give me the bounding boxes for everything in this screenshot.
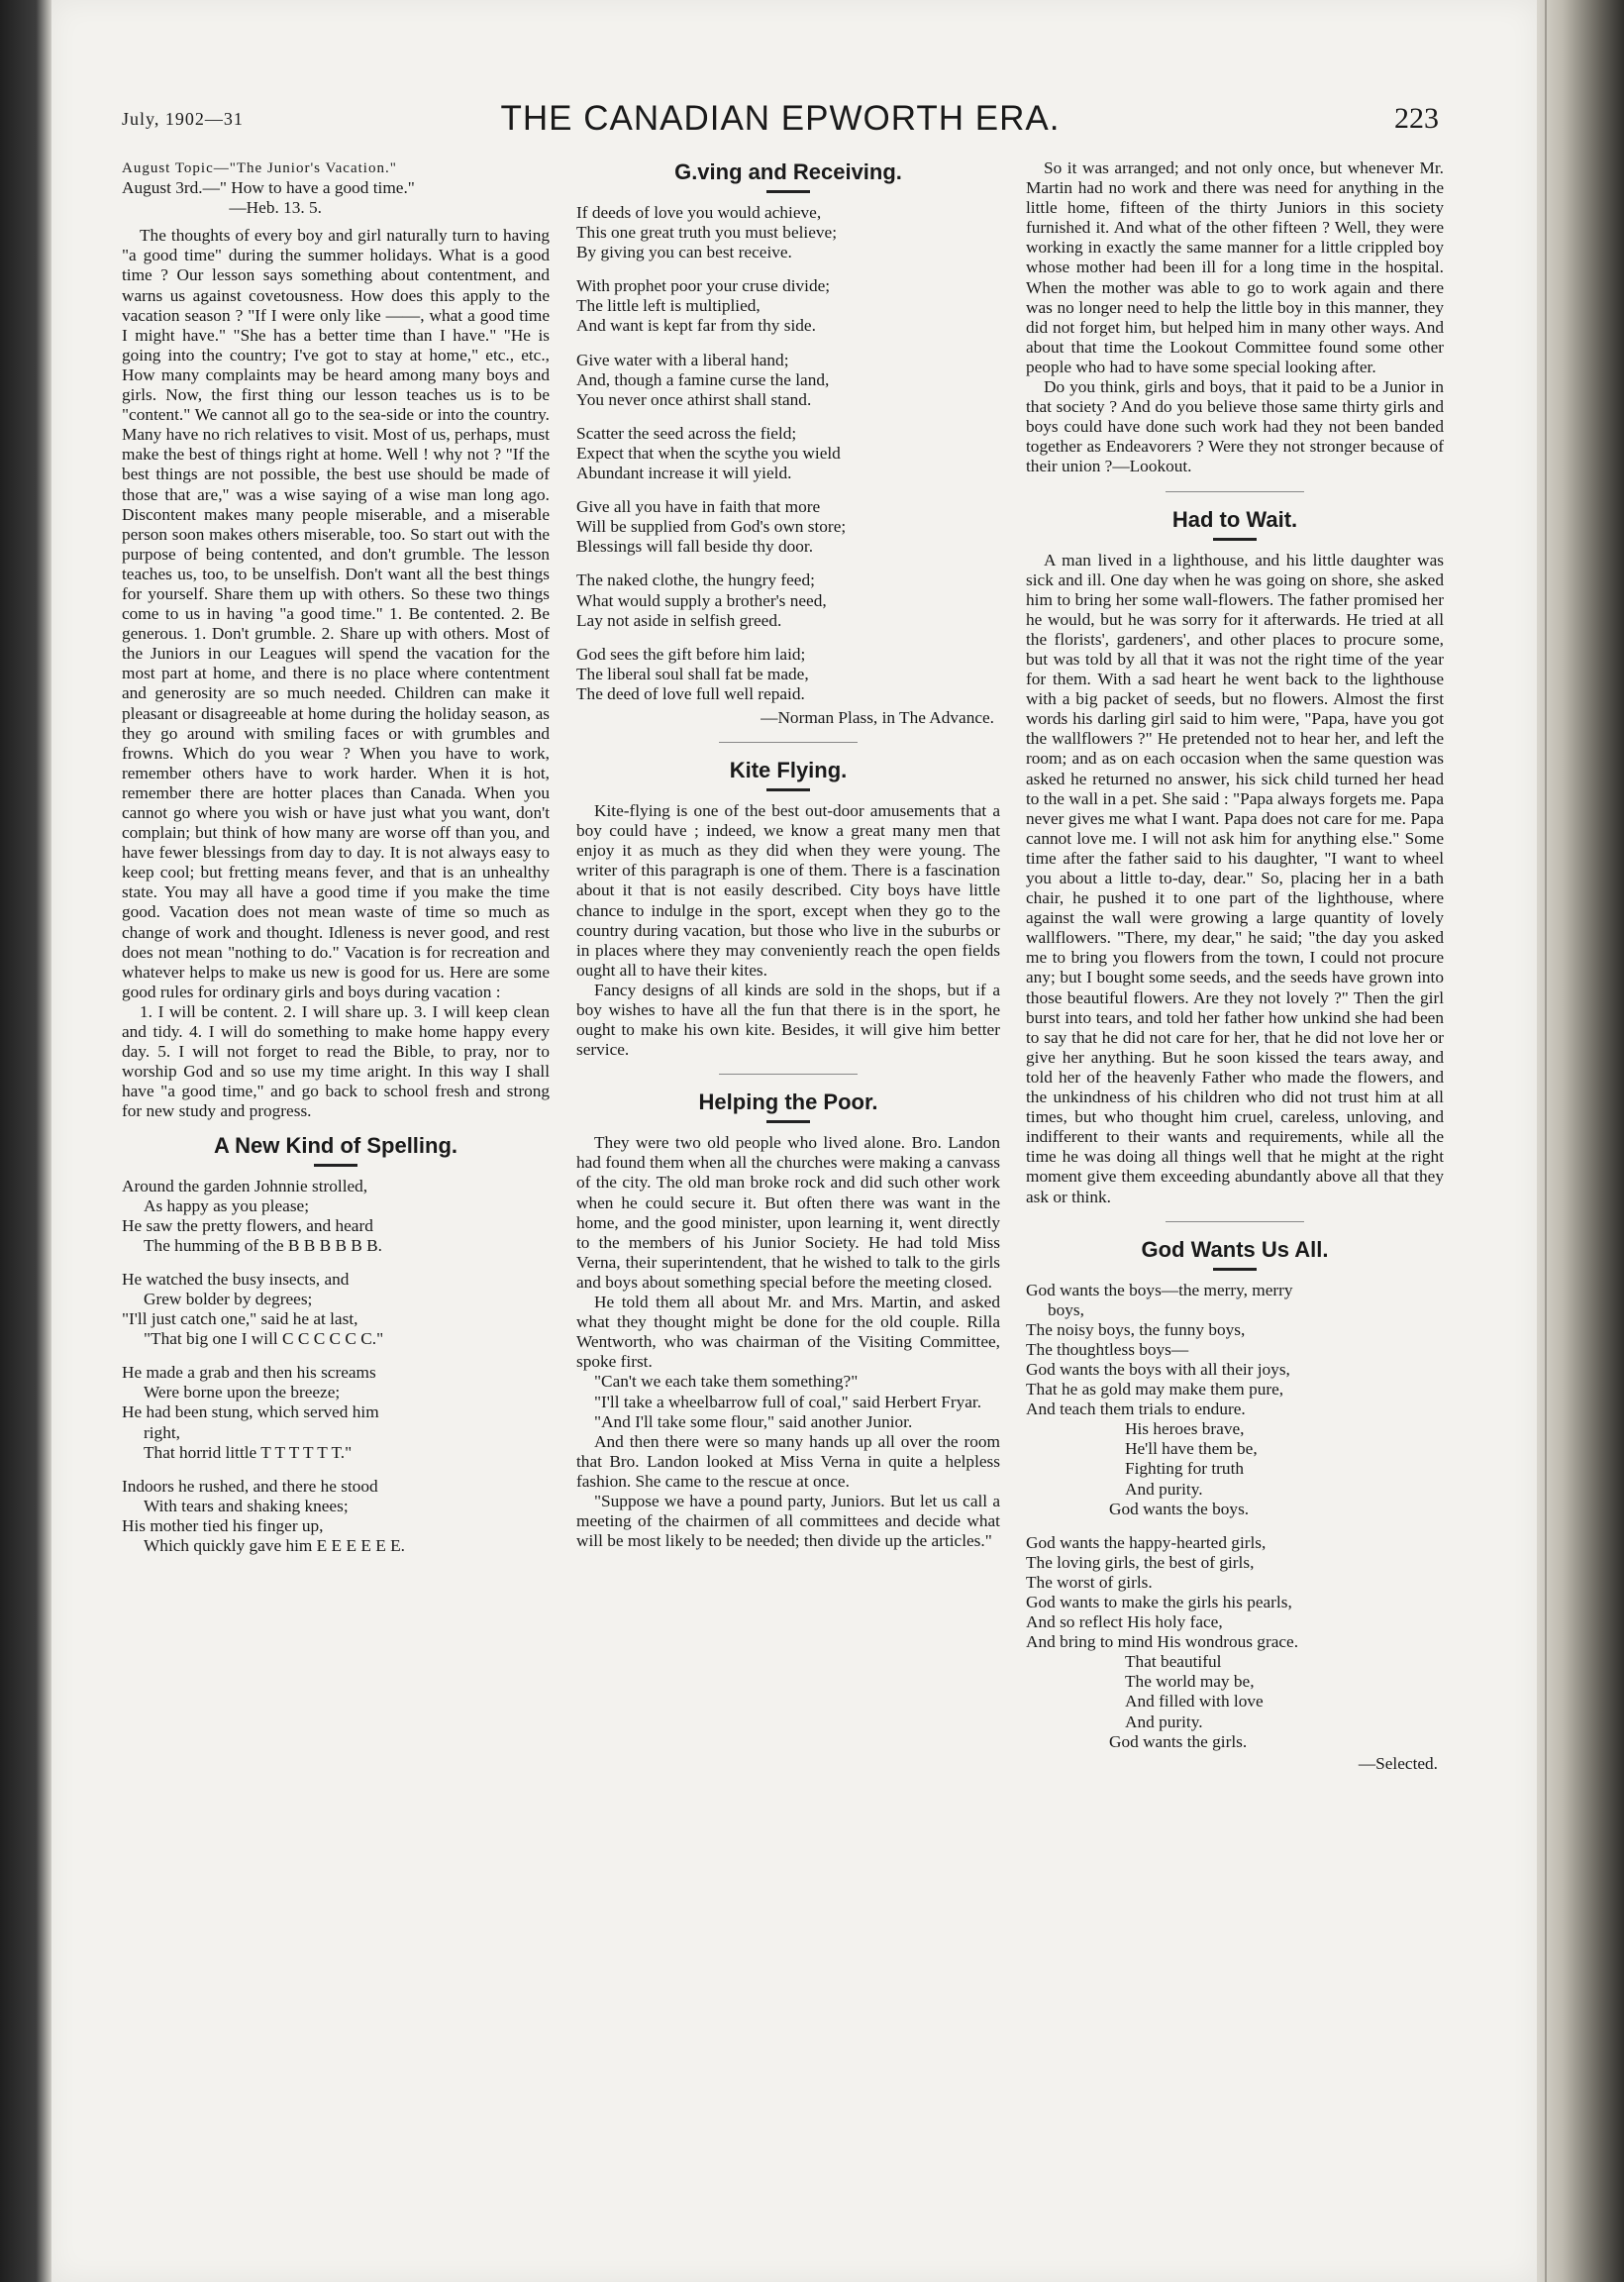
poem-line: And teach them trials to endure. [1026,1400,1246,1419]
poem-stanza [576,497,1000,557]
topic-paragraph: The thoughts of every boy and girl naturally turn to having "a good time" during the summer holidays. What is a good time ? Our lesson says something about contentment, and warns us against covetousness. How does this apply to the vacation season ? "If I were only like ——, what a good time I might have." "She has a better time than I have." "He is going into the country; I've got to stay at home," etc., etc., How many complaints may be heard among many boys and girls. Now, the first thing our lesson teaches us is to be "content." We cannot all go to the sea-side or into the country. Many have no rich relatives to visit. Most of us, perhaps, must make the best of things right at home. Well ! why not ? "If the best things are not possible, the best use should be made of those that are," was a wise saying of a wise man long ago. Discontent makes many people miserable, and a miserable person soon makes others miserable, too. So start out with the purpose of being contented, and don't grumble. The lesson teaches us, too, to be unselfish. Don't want all the best things for yourself. Share them up with others. So these two things come to us in having "a good time." 1. Be contented. 2. Be generous. 1. Don't grumble. 2. Share up with others. Most of the Juniors in our Leagues will spend the vacation for the most part at home, and there is no place where contentment and generosity are so much needed. Children can make it pleasant or disagreeable at home during the holiday season, as they go around with smiling faces or with grumbles and frowns. Which do you wear ? When you have to work, remember others have to work harder. When it is hot, remember there are hotter places than Canada. When you cannot go where you wish or have just what you want, don't complain; but think of how many are worse off than you, and have fewer blessings from day to day. It is not always easy to keep cool; but fretting means fever, and that is an unhealthy state. You may all have a good time if you make the time good. Vacation does not mean waste of time so much as change of work and thought. Idleness is never good, and rest does not mean "nothing to do." Vacation is for recreation and whatever helps to make us new is good for us. Here are some good rules for ordinary girls and boys during vacation : [122,226,550,1001]
poem-line: He made a grab and then his screams [122,1363,376,1383]
article-paragraph: "And I'll take some flour," said another Junior. [594,1411,913,1431]
page-left-edge [0,0,51,2282]
poem-line: If deeds of love you would achieve, [576,203,822,222]
poem-line: And, though a famine curse the land, [576,369,830,389]
poem-line: Grew bolder by degrees; [144,1289,313,1308]
poem-line: He saw the pretty flowers, and heard [122,1215,373,1235]
poem-line: He had been stung, which served him [122,1402,379,1422]
article-title-giving: G.ving and Receiving. [674,159,902,184]
title-rule [766,788,810,791]
poem-line: You never once athirst shall stand. [576,389,812,409]
poem-line: Around the garden Johnnie strolled, [122,1176,368,1195]
poem-line: God sees the gift before him laid; [576,644,806,664]
page-number: 223 [1394,102,1439,135]
poem-line: And bring to mind His wondrous grace. [1026,1632,1299,1652]
topic-reference: —Heb. 13. 5. [229,198,322,218]
article-paragraph: Fancy designs of all kinds are sold in the shops, but if a boy wishes to have all the fun that there is in the sport, he ought to make his own kite. Besides, it will give him better service. [576,980,1000,1060]
poem-line: What would supply a brother's need, [576,590,827,610]
poem-line: The loving girls, the best of girls, [1026,1552,1255,1572]
poem-line: As happy as you please; [144,1195,310,1215]
poem-line: boys, [1048,1299,1084,1319]
title-rule [766,190,810,193]
poem-stanza [122,1477,550,1556]
poem-line: "I'll just catch one," said he at last, [122,1309,358,1329]
poem-line: His mother tied his finger up, [122,1515,324,1535]
poem-line: With prophet poor your cruse divide; [576,276,831,296]
poem-line: The naked clothe, the hungry feed; [576,570,815,590]
poem-stanza [576,570,1000,630]
article-paragraph: "Suppose we have a pound party, Juniors. But let us call a meeting of the chairmen of all committees and decide what will be most likely to be needed; then divide up the articles." [576,1491,1000,1551]
section-separator [1166,1221,1304,1222]
poem-line: right, [144,1422,180,1442]
column-3 [1026,158,1444,1774]
poem-line: Indoors he rushed, and there he stood [122,1476,378,1496]
article-title-wait: Had to Wait. [1171,506,1298,532]
page-header [122,99,1439,139]
poem-attribution: —Norman Plass, in The Advance. [761,707,994,727]
poem-line: He'll have them be, [1125,1439,1258,1459]
article-paragraph-continued: So it was arranged; and not only once, but whenever Mr. Martin had no work and there was need for anything in the little home, fifteen of the thirty Juniors in this society furnished it. And what of the other fifteen ? Well, they were working in exactly the same manner for a little crippled boy whose mother had been ill for a long time in the hospital. When the mother was able to go to work again and there was no longer need to help the little boy in this manner, they did not forget him, but helped him in many other ways. And about that time the Lookout Committee found some other people who had to have some special looking after. [1026,158,1444,376]
title-rule [1213,1268,1257,1271]
title-rule [1213,538,1257,541]
section-separator [719,742,858,743]
poem-stanza [1026,1533,1444,1752]
poem-line: Will be supplied from God's own store; [576,517,847,537]
poem-line: God wants the boys—the merry, merry [1026,1280,1293,1299]
publication-title: THE CANADIAN EPWORTH ERA. [500,99,1061,138]
poem-line: And filled with love [1125,1692,1264,1712]
poem-line: God wants the girls. [1109,1731,1248,1751]
poem-line: Give water with a liberal hand; [576,350,789,369]
poem-stanza [576,351,1000,410]
poem-line: This one great truth you must believe; [576,223,837,243]
article-paragraph: He told them all about Mr. and Mrs. Martin, and asked what they thought might be done for the old couple. Rilla Wentworth, who was chairman of the Visiting Committee, spoke first. [576,1293,1000,1372]
poem-line: God wants the happy-hearted girls, [1026,1532,1267,1552]
poem-attribution: —Selected. [1358,1753,1438,1773]
poem-line: The worst of girls. [1026,1572,1153,1592]
poem-line: The humming of the B B B B B B. [144,1235,382,1255]
article-paragraph: "Can't we each take them something?" [594,1372,859,1392]
poem-stanza [576,645,1000,704]
poem-line: The deed of love full well repaid. [576,683,805,703]
poem-line: God wants the boys. [1109,1499,1250,1518]
topic-date-line: August 3rd.—" How to have a good time." [122,178,415,198]
topic-heading: August Topic—"The Junior's Vacation." [122,160,397,176]
article-paragraph: Do you think, girls and boys, that it paid to be a Junior in that society ? And do you believe those same thirty girls and boys could have done such work had they not been banded together as Endeavorers ? Were they not stronger because of their union ?—Lookout. [1026,377,1444,476]
article-paragraph: "I'll take a wheelbarrow full of coal," said Herbert Fryar. [594,1392,982,1411]
poem-stanza [576,203,1000,262]
poem-line: The world may be, [1125,1672,1255,1692]
poem-line: Give all you have in faith that more [576,497,821,517]
column-1 [122,158,550,1570]
poem-line: And want is kept far from thy side. [576,316,816,336]
poem-line: And purity. [1125,1712,1203,1731]
title-rule [766,1120,810,1123]
poem-line: The noisy boys, the funny boys, [1026,1319,1246,1339]
spine-line [1545,0,1547,2282]
poem-line: Which quickly gave him E E E E E E. [144,1536,405,1555]
poem-line: Were borne upon the breeze; [144,1383,341,1402]
poem-line: Abundant increase it will yield. [576,464,792,483]
article-title-spelling: A New Kind of Spelling. [213,1132,458,1158]
poem-line: That horrid little T T T T T T." [144,1442,353,1462]
column-2 [576,158,1000,1551]
topic-paragraph: 1. I will be content. 2. I will share up. 3. I will keep clean and tidy. 4. I will do something to make home happy every day. 5. I will not forget to read the Bible, to pray, nor to worship God and so use my time aright. In this way I shall have "a good time," and go back to school fresh and strong for new study and progress. [122,1001,550,1121]
issue-date: July, 1902—31 [122,109,244,129]
section-separator [719,1074,858,1075]
poem-line: With tears and shaking knees; [144,1496,349,1515]
article-paragraph: A man lived in a lighthouse, and his little daughter was sick and ill. One day when he was going on shore, she asked him to bring her some wall-flowers. The father promised her he would, but he was sorry for it afterwards. He tried at all the florists', gardeners', and other places to procure some, but was told by all that it was not the right time of the year for them. With a sad heart he went back to the lighthouse with a big packet of seeds, but no flowers. Almost the first words his darling girl said to him were, "Papa, have you got the wallflowers ?" He pretended not to hear her, and left the room; and as on each occasion when the same question was asked he returned no answer, his sick child turned her head to the wall in a pet. She said : "Papa always forgets me. Papa never gives me what I want. Papa does not care for me. Papa cannot love me. I will not ask him for anything else." Some time after the father said to his daughter, "I want to wheel you about a little to-day, dear." So, placing her in a bath chair, he pushed it to one part of the lighthouse, where against the wall were growing a large quantity of lovely wallflowers. "There, my dear," he said; "the day you asked me to bring you flowers from the town, I could not procure any; but I bought some seeds, and the seeds have grown into those beautiful flowers. Are they not lovely ?" Then the girl burst into tears, and told her father how unkind she had been to say that he did not care for her, that he did not love her or give her anything. But he soon kissed the tears away, and told her of the heavenly Father who made the flowers, and the unkindness of his children who did not trust him at all times, but who thought him cruel, careless, unloving, and indifferent to their wants and requirements, while all the time he was doing all things well that he might at the right moment give them exceeding abundantly above all that they ask or think. [1026,550,1444,1206]
poem-line: By giving you can best receive. [576,243,792,262]
article-title-kite: Kite Flying. [729,758,848,783]
article-paragraph: And then there were so many hands up all over the room that Bro. Landon looked at Miss Verna in quite a helpless fashion. She came to the rescue at once. [576,1431,1000,1491]
poem-line: He watched the busy insects, and [122,1269,350,1289]
book-spine [1537,0,1624,2282]
poem-line: God wants the boys with all their joys, [1026,1359,1290,1379]
article-paragraph: Kite-flying is one of the best out-door amusements that a boy could have ; indeed, we know a great many men that enjoy it as much as they did when they were young. The writer of this paragraph is one of them. There is a fascination about it that is not easily described. City boys have little chance to indulge in the sport, except when they go to the country during vacation, but those who live in the suburbs or in places where they may conveniently reach the open fields ought all to have their kites. [576,801,1000,980]
poem-line: That he as gold may make them pure, [1026,1380,1284,1400]
title-rule [314,1164,357,1167]
poem-line: Fighting for truth [1125,1459,1245,1479]
article-title-helping: Helping the Poor. [698,1089,878,1115]
poem-line: God wants to make the girls his pearls, [1026,1593,1292,1611]
poem-line: "That big one I will C C C C C C." [144,1329,384,1349]
poem-line: That beautiful [1125,1652,1222,1672]
poem-line: Expect that when the scythe you wield [576,443,841,463]
poem-line: The little left is multiplied, [576,296,761,316]
poem-stanza [122,1177,550,1256]
poem-stanza [1026,1281,1444,1519]
poem-line: Scatter the seed across the field; [576,423,797,443]
poem-line: Lay not aside in selfish greed. [576,610,782,630]
poem-stanza [122,1363,550,1462]
poem-line: His heroes brave, [1125,1419,1245,1439]
poem-line: And so reflect His holy face, [1026,1612,1223,1632]
poem-line: And purity. [1125,1479,1203,1499]
poem-stanza [576,424,1000,483]
article-paragraph: They were two old people who lived alone. Bro. Landon had found them when all the churches were making a canvass of the city. The old man broke rock and did such other work when he could secure it. But often there was want in the home, and the good minister, upon learning it, went directly to the members of his Junior Society. He had told Miss Verna, their superintendent, that he wished to talk to the girls and boys about something special before the meeting closed. [576,1133,1000,1292]
poem-line: The thoughtless boys— [1026,1339,1189,1359]
section-separator [1166,491,1304,492]
poem-line: Blessings will fall beside thy door. [576,537,814,557]
poem-stanza [576,276,1000,336]
poem-stanza [122,1270,550,1349]
poem-line: The liberal soul shall fat be made, [576,664,809,683]
article-title-god-wants: God Wants Us All. [1141,1236,1329,1262]
